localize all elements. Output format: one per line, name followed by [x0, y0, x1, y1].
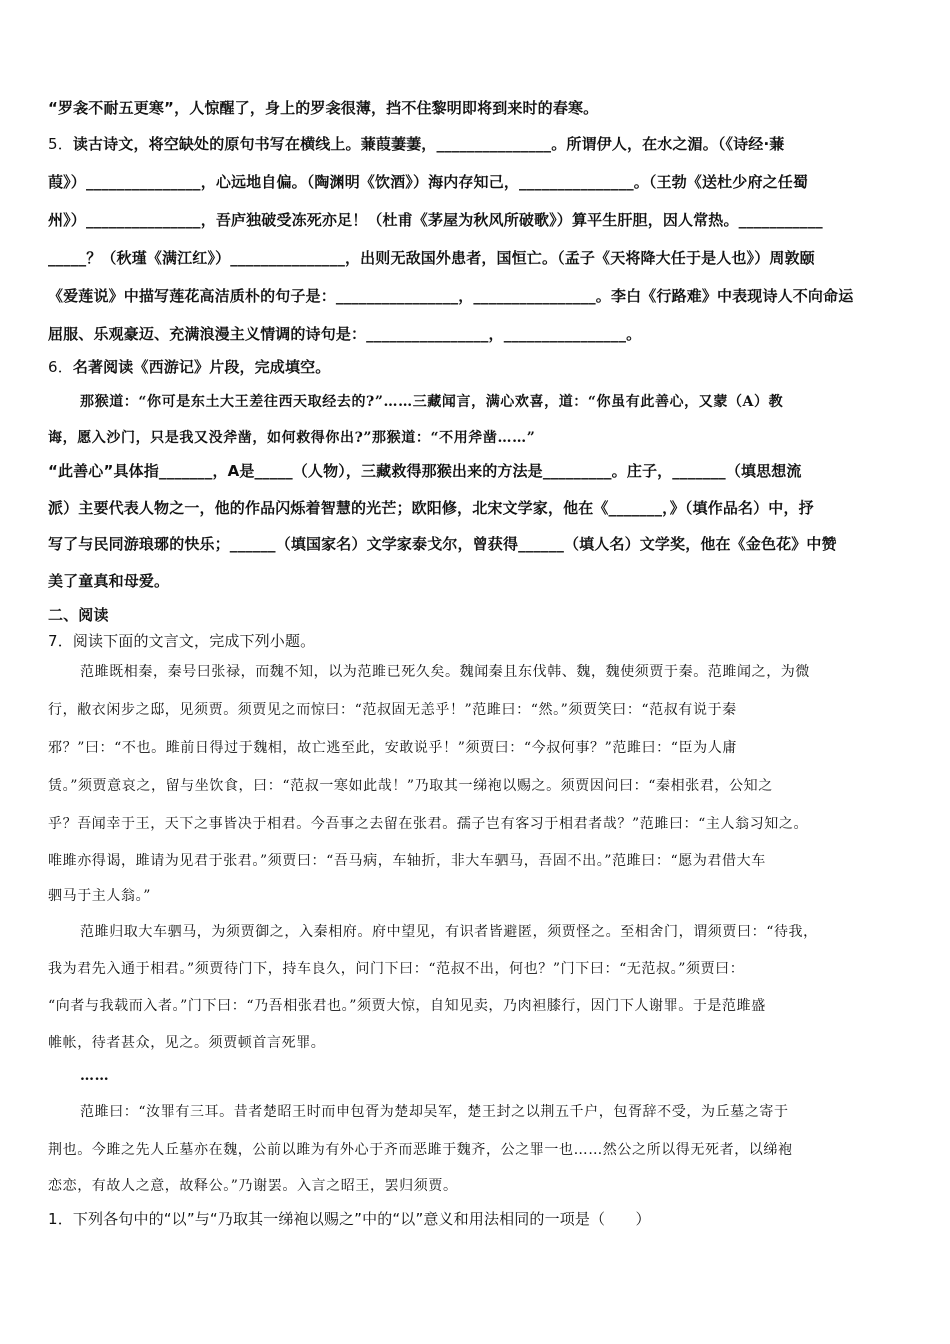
passage-line: 驷马于主人翁。”	[48, 888, 151, 904]
text-line: 屈服、乐观豪迈、充满浪漫主义情调的诗句是：________________，________________。	[48, 325, 642, 343]
text-line: “此善心”具体指_______，A是_____（人物），三藏救得那猴出来的方法是_________。庄子，_______（填思想流	[48, 462, 802, 480]
text-line: 写了与民同游琅琊的快乐；______（填国家名）文学家泰戈尔，曾获得______（填人名）文学奖，他在《金色花》中赞	[48, 535, 837, 553]
section-heading: 二、阅读	[48, 606, 109, 624]
question-text: 名著阅读《西游记》片段，完成填空。	[72, 358, 331, 376]
passage-line: 恋恋，有故人之意，故释公。”乃谢罢。入言之昭王，罢归须贾。	[48, 1178, 458, 1194]
question-6-line	[48, 357, 908, 377]
excerpt-line: 那猴道：“你可是东土大王差往西天取经去的?”……三藏闻言，满心欢喜，道：“你虽有此善心，又蒙（A）教	[80, 394, 784, 410]
text-line: _____？（秋瑾《满江红》）_______________，出则无敌国外患者，国恒亡。（孟子《天将降大任于是人也》）周敦颐	[48, 249, 815, 267]
passage-line: 范雎既相秦，秦号曰张禄，而魏不知，以为范雎已死久矣。魏闻秦且东伐韩、魏，魏使须贾于秦。范雎闻之，为微	[80, 664, 810, 680]
text-line: 派）主要代表人物之一，他的作品闪烁着智慧的光芒；欧阳修，北宋文学家，他在《_______，》（填作品名）中，抒	[48, 499, 814, 517]
text-line: 葭》）_______________，心远地自偏。（陶渊明《饮酒》）海内存知己，_______________。（王勃《送杜少府之任蜀	[48, 173, 809, 191]
passage-line: 乎？吾闻幸于王，天下之事皆决于相君。今吾事之去留在张君。孺子岂有客习于相君者哉？”范雎曰：“主人翁习知之。	[48, 816, 809, 832]
passage-line: 荆也。今雎之先人丘墓亦在魏，公前以雎为有外心于齐而恶雎于魏齐，公之罪一也……然公之所以得无死者，以绨袍	[48, 1142, 793, 1158]
excerpt-line: 诲，愿入沙门，只是我又没斧凿，如何救得你出?”那猴道：“不用斧凿……”	[48, 430, 536, 446]
question-number: 5．	[48, 135, 73, 153]
question-5-line	[48, 134, 908, 154]
passage-line: 邪？”曰：“不也。雎前日得过于魏相，故亡逃至此，安敢说乎！”须贾曰：“今叔何事？”范雎曰：“臣为人庸	[48, 740, 737, 756]
ellipsis-line: ……	[80, 1068, 110, 1084]
passage-line: “向者与我载而入者。”门下曰：“乃吾相张君也。”须贾大惊，自知见卖，乃肉袒膝行，因门下人谢罪。于是范雎盛	[48, 998, 766, 1014]
passage-line: 行，敝衣闲步之邸，见须贾。须贾见之而惊曰：“范叔固无恙乎！”范雎曰：“然。”须贾笑曰：“范叔有说于秦	[48, 702, 737, 718]
question-number: 6．	[48, 358, 73, 376]
passage-line: 范雎归取大车驷马，为须贾御之，入秦相府。府中望见，有识者皆避匿，须贾怪之。至相舍门，谓须贾曰：“待我，	[80, 924, 818, 940]
text-line: 美了童真和母爱。	[48, 572, 170, 590]
question-7-line: 7．阅读下面的文言文，完成下列小题。	[48, 632, 316, 650]
text-line: 州》）_______________，吾庐独破受冻死亦足！（杜甫《茅屋为秋风所破歌》）算平生肝胆，因人常热。___________	[48, 211, 823, 229]
sub-question-1: 1．下列各句中的“以”与“乃取其一绨袍以赐之”中的“以”意义和用法相同的一项是（ ）	[48, 1210, 651, 1228]
passage-line: 唯雎亦得谒，雎请为见君于张君。”须贾曰：“吾马病，车轴折，非大车驷马，吾固不出。”范雎曰：“愿为君借大车	[48, 853, 766, 869]
passage-line: 赁。”须贾意哀之，留与坐饮食，曰：“范叔一寒如此哉！”乃取其一绨袍以赐之。须贾因问曰：“秦相张君，公知之	[48, 778, 773, 794]
passage-line: 帷帐，待者甚众，见之。须贾顿首言死罪。	[48, 1035, 326, 1051]
text-line: “罗衾不耐五更寒”，人惊醒了，身上的罗衾很薄，挡不住黎明即将到来时的春寒。	[48, 99, 599, 117]
text-line: 《爱莲说》中描写莲花高洁质朴的句子是：________________，________________。李白《行路难》中表现诗人不向命运	[48, 287, 854, 305]
passage-line: 我为君先入通于相君。”须贾待门下，持车良久，问门下曰：“范叔不出，何也？”门下曰：“无范叔。”须贾曰：	[48, 961, 745, 977]
passage-line: 范雎曰：“汝罪有三耳。昔者楚昭王时而申包胥为楚却吴军，楚王封之以荆五千户，包胥辞不受，为丘墓之寄于	[80, 1104, 789, 1120]
question-text: 读古诗文，将空缺处的原句书写在横线上。蒹葭萋萋，_______________。所谓伊人，在水之湄。（《诗经·蒹	[72, 135, 785, 153]
